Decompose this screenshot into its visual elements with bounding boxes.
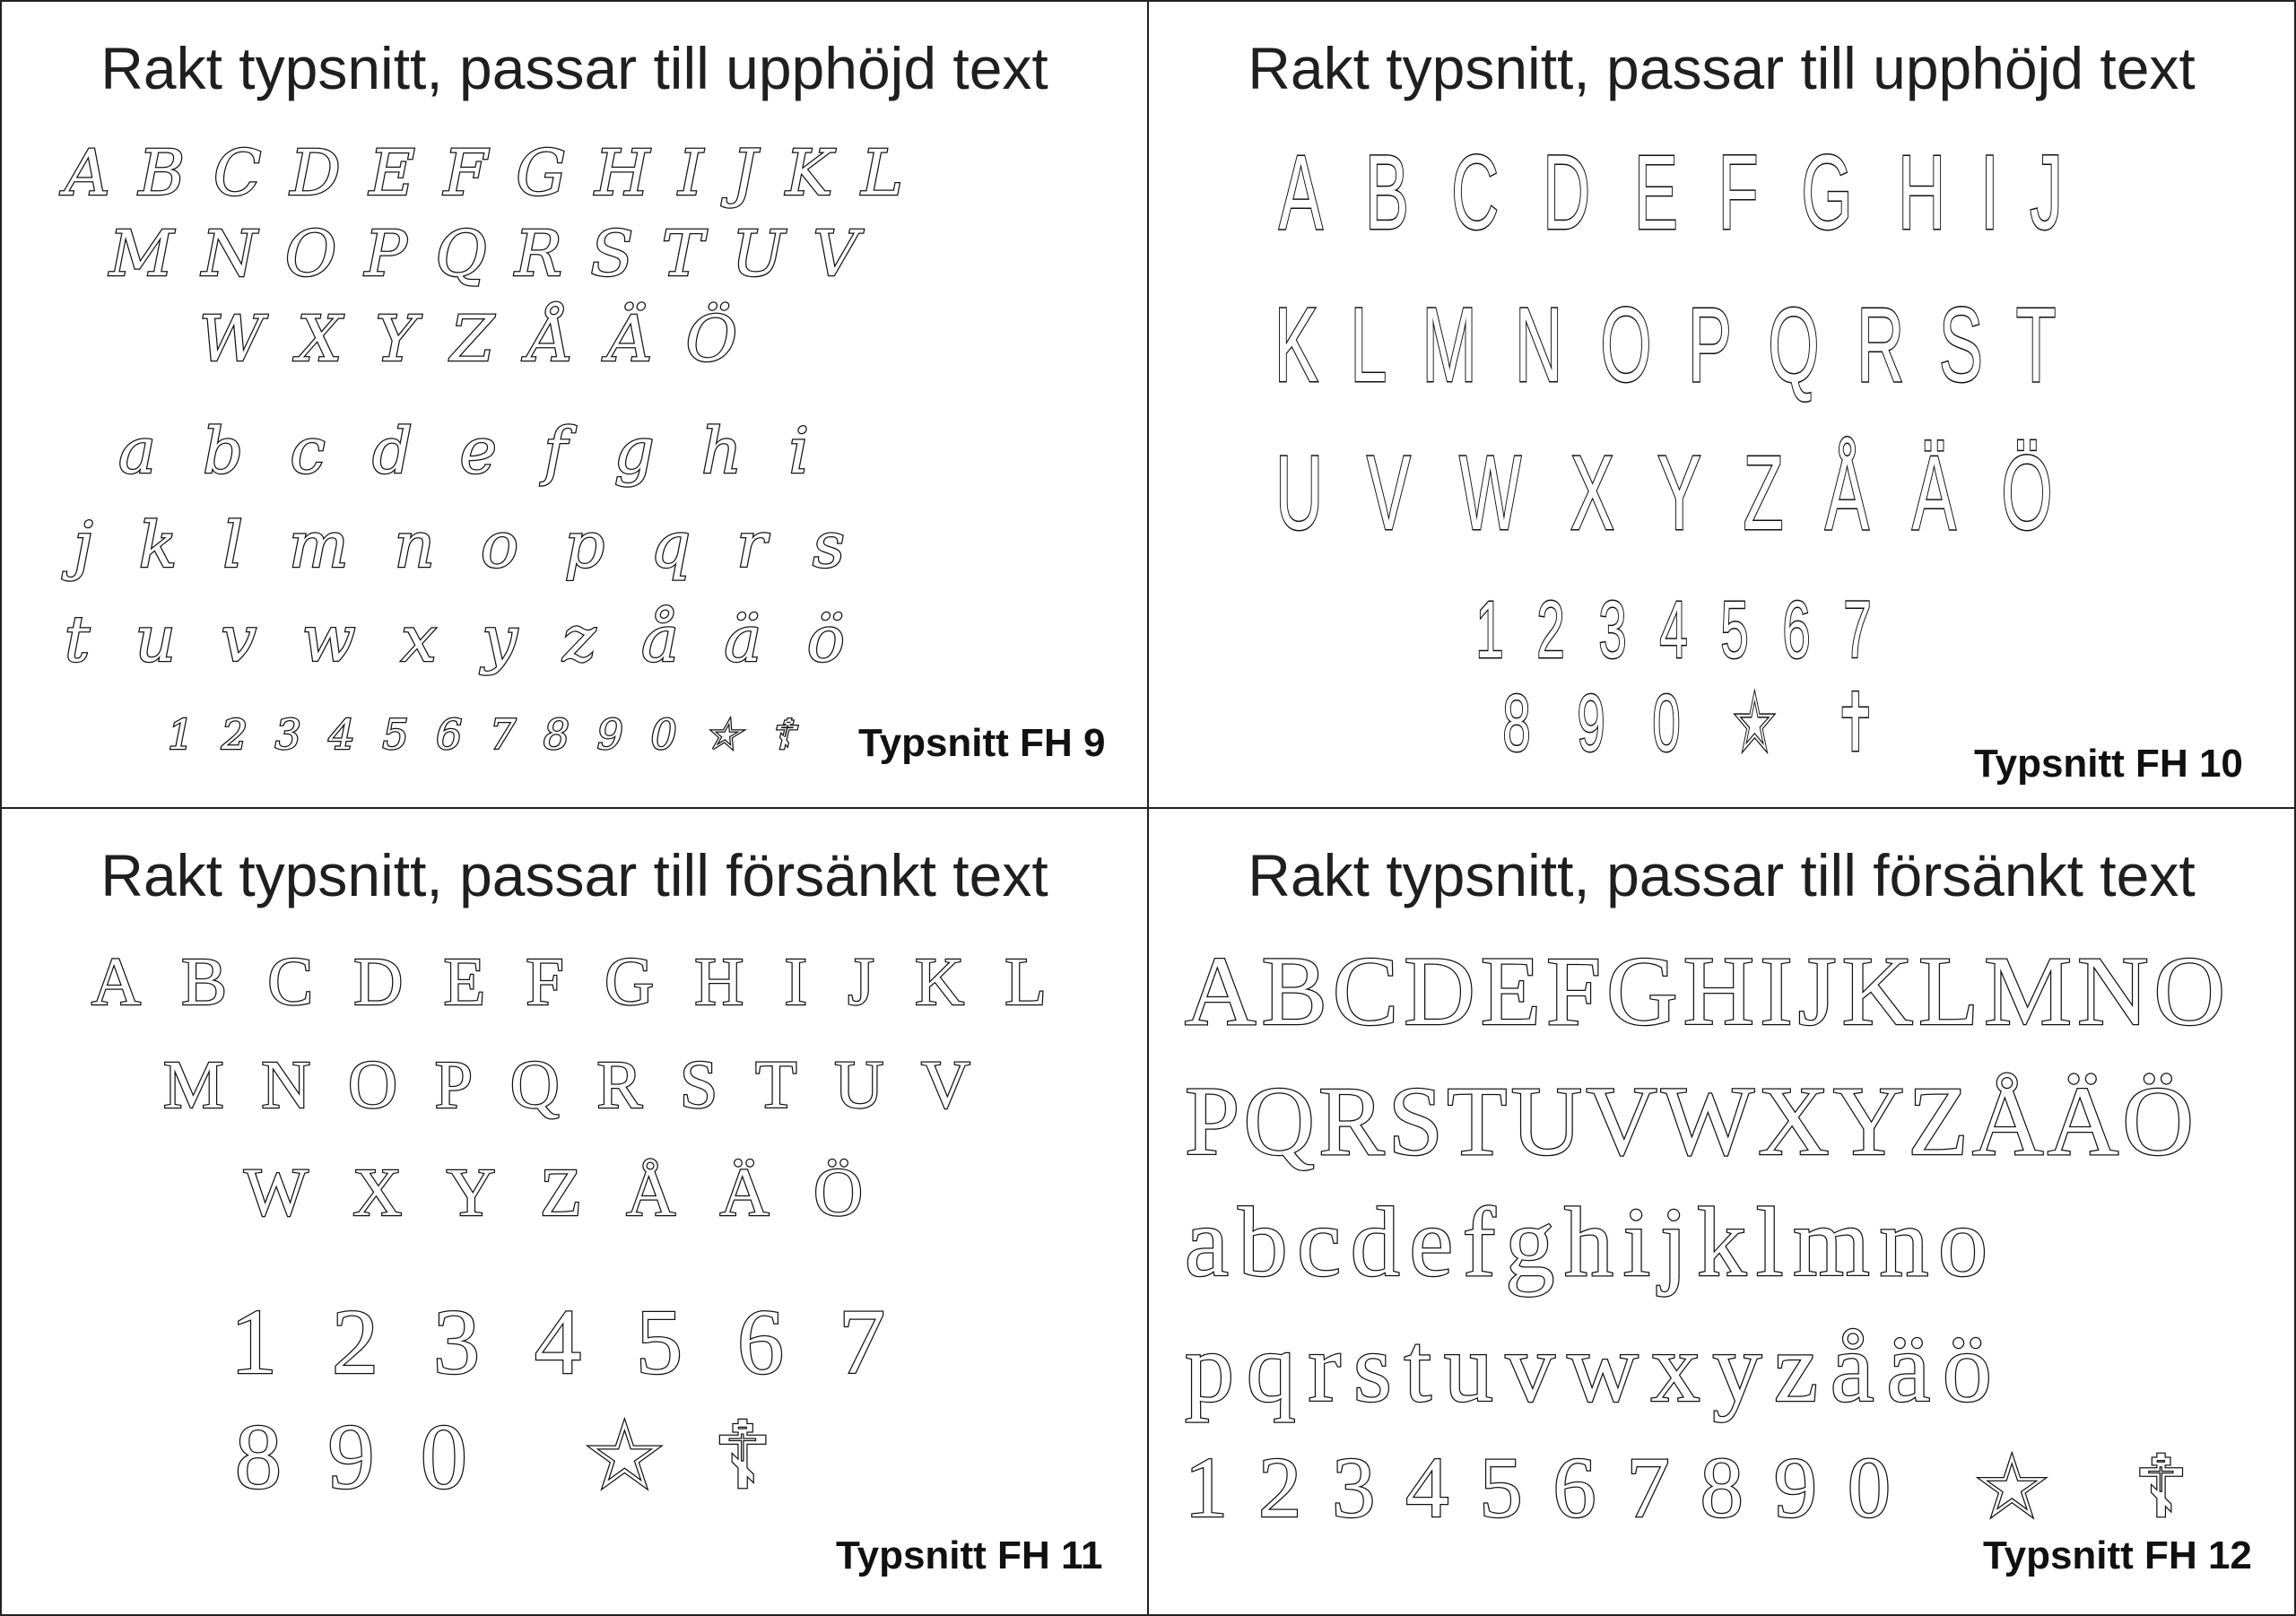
glyph: E (1633, 134, 1678, 252)
glyph: 1 (168, 710, 195, 759)
glyph: 3 (433, 1290, 480, 1394)
glyph: S (1938, 286, 1983, 404)
glyph: 4 (1405, 1439, 1449, 1535)
glyph: V (921, 1047, 970, 1123)
glyph: c (290, 414, 326, 488)
glyph: S (590, 217, 634, 291)
glyph: Q (1243, 1066, 1315, 1176)
glyph: M (1984, 936, 2073, 1046)
glyph: A (65, 136, 110, 210)
glyph: G (1606, 936, 1678, 1046)
glyph: U (834, 1047, 884, 1123)
font-label: Typsnitt FH 11 (836, 1533, 1103, 1577)
glyph: A (1278, 134, 1323, 252)
glyph: P (434, 1047, 474, 1123)
glyph: X (1570, 434, 1614, 552)
glyph: N (2077, 936, 2149, 1046)
glyph: ö (806, 603, 845, 676)
glyph: H (1898, 134, 1946, 252)
glyph: ☦ (769, 710, 796, 759)
glyph: D (353, 944, 404, 1020)
glyph: d (372, 414, 413, 488)
glyph: 3 (274, 710, 301, 759)
glyph: G (516, 136, 567, 210)
glyph: H (595, 136, 650, 210)
glyph: W (1459, 434, 1522, 552)
glyph: ö (1942, 1313, 1992, 1422)
glyph: w (301, 603, 356, 676)
glyph: 9 (327, 1405, 375, 1508)
font-label: Typsnitt FH 12 (1983, 1533, 2252, 1577)
glyph: x (1650, 1313, 1700, 1422)
glyph: r (736, 508, 767, 582)
glyph: b (1238, 1187, 1288, 1297)
glyph: Å (626, 1155, 676, 1230)
glyph: d (1350, 1187, 1400, 1297)
glyph: h (701, 414, 743, 488)
glyph: 3 (1598, 586, 1627, 675)
glyph: J (2030, 134, 2063, 252)
glyph: K (786, 136, 833, 210)
glyph: 1 (1185, 1439, 1228, 1535)
glyph: B (138, 136, 186, 210)
glyph: F (443, 136, 488, 210)
glyph-row (168, 710, 796, 759)
glyph: h (1563, 1187, 1613, 1297)
glyph: t (65, 603, 91, 676)
glyph: Ö (2001, 434, 2053, 552)
glyph: Q (435, 217, 487, 291)
glyph: Z (540, 1155, 582, 1230)
glyph: ä (1886, 1313, 1931, 1422)
glyph: W (244, 1155, 309, 1230)
glyph: r (1308, 1313, 1342, 1422)
glyph: 1 (1475, 586, 1504, 675)
glyph: ☆ (1973, 1439, 2051, 1535)
glyph: i (1622, 1187, 1651, 1297)
glyph-row (65, 603, 845, 676)
glyph: K (1274, 286, 1318, 404)
glyph: D (1404, 936, 1475, 1046)
glyph: L (1350, 286, 1387, 404)
glyph: T (755, 1047, 797, 1123)
glyph-row (1261, 284, 2068, 406)
glyph-row (163, 1047, 970, 1125)
glyph: R (596, 1047, 643, 1123)
glyph: ✝ (1833, 679, 1876, 769)
glyph: 8 (235, 1405, 282, 1508)
glyph: 7 (839, 1290, 885, 1394)
glyph: Y (1657, 434, 1701, 552)
glyph: I (1980, 134, 1999, 252)
glyph: ☆ (704, 710, 742, 759)
glyph: N (1515, 286, 1563, 404)
glyph: e (1409, 1187, 1454, 1297)
glyph: O (284, 217, 337, 291)
glyph-row (74, 508, 845, 582)
glyph: D (290, 136, 341, 210)
glyph: 0 (650, 710, 677, 759)
glyph-row (91, 943, 1047, 1021)
glyph-row (1185, 1064, 2194, 1178)
glyph: j (74, 508, 93, 582)
glyph: m (289, 508, 349, 582)
font-panel-fh10 (1148, 0, 2296, 808)
glyph: Ä (719, 1155, 770, 1230)
glyph: L (1004, 944, 1047, 1020)
glyph: A (91, 944, 141, 1020)
glyph: P (364, 217, 407, 291)
glyph: 6 (737, 1290, 784, 1394)
glyph: s (812, 508, 845, 582)
glyph: O (1600, 286, 1651, 404)
glyph: J (1797, 936, 1837, 1046)
glyph: 8 (1502, 679, 1531, 769)
glyph: v (1505, 1313, 1555, 1422)
panel-heading: Rakt typsnitt, passar till upphöjd text (1248, 35, 2196, 101)
glyph: ☦ (712, 1405, 773, 1508)
glyph: L (861, 136, 903, 210)
glyph: R (515, 217, 562, 291)
glyph: X (352, 1155, 403, 1230)
glyph: f (1462, 1187, 1496, 1297)
glyph: 4 (1659, 586, 1688, 675)
glyph: l (222, 508, 243, 582)
glyph (1921, 1438, 1943, 1537)
glyph: g (613, 414, 655, 488)
glyph: E (443, 944, 486, 1020)
glyph: q (1246, 1313, 1296, 1422)
glyph: c (1297, 1187, 1342, 1297)
glyph: V (813, 217, 858, 291)
glyph: D (1543, 134, 1591, 252)
glyph: G (1801, 134, 1853, 252)
glyph: R (1856, 286, 1904, 404)
glyph: x (401, 603, 437, 676)
glyph: u (135, 603, 176, 676)
font-panel-fh12 (1148, 808, 2296, 1616)
glyph (2081, 1438, 2102, 1537)
glyph: I (678, 136, 704, 210)
glyph: U (731, 217, 785, 291)
glyph: i (788, 414, 809, 488)
glyph: H (694, 944, 744, 1020)
glyph: M (163, 1047, 224, 1123)
glyph: 6 (1782, 586, 1811, 675)
glyph: 0 (420, 1405, 467, 1508)
glyph: G (604, 944, 654, 1020)
glyph: n (1879, 1187, 1929, 1297)
glyph: O (348, 1047, 397, 1123)
glyph: t (1404, 1313, 1432, 1422)
glyph: V (1367, 434, 1412, 552)
glyph: z (562, 603, 596, 676)
glyph: 5 (636, 1290, 683, 1394)
glyph: p (1185, 1313, 1234, 1422)
glyph: Z (450, 302, 495, 376)
glyph: å (641, 603, 679, 676)
glyph: B (1364, 134, 1409, 252)
glyph: F (1718, 134, 1759, 252)
glyph: S (680, 1047, 718, 1123)
glyph: F (1545, 936, 1602, 1046)
glyph: e (459, 414, 497, 488)
glyph: W (199, 302, 264, 376)
glyph: H (1683, 936, 1755, 1046)
glyph: f (544, 414, 568, 488)
glyph: M (1422, 286, 1477, 404)
glyph: I (784, 944, 807, 1020)
glyph: T (1447, 1066, 1508, 1176)
glyph: a (1185, 1187, 1229, 1297)
glyph-row (1261, 432, 2068, 554)
glyph: j (1659, 1187, 1688, 1297)
glyph: Z (1743, 434, 1784, 552)
glyph: 3 (1332, 1439, 1376, 1535)
glyph: v (221, 603, 257, 676)
glyph: 4 (535, 1290, 581, 1394)
font-label: Typsnitt FH 10 (1974, 742, 2243, 786)
glyph-row (109, 217, 858, 291)
glyph: U (1275, 434, 1324, 552)
glyph: q (650, 508, 691, 582)
glyph: K (1841, 936, 1914, 1046)
glyph-row (1185, 934, 2225, 1048)
glyph: 0 (1652, 679, 1681, 769)
glyph: X (297, 302, 343, 376)
glyph: z (1774, 1313, 1818, 1422)
glyph: C (213, 136, 262, 210)
glyph: 7 (1626, 1439, 1670, 1535)
glyph: 8 (1700, 1439, 1744, 1535)
glyph-row (199, 302, 737, 376)
glyph: V (1586, 1066, 1657, 1176)
glyph: 5 (1479, 1439, 1523, 1535)
glyph: b (203, 414, 244, 488)
glyph: E (1480, 936, 1541, 1046)
glyph-row (235, 1401, 773, 1510)
glyph: å (1830, 1313, 1874, 1422)
glyph: 5 (382, 710, 409, 759)
panel-heading: Rakt typsnitt, passar till upphöjd text (100, 35, 1048, 101)
glyph: l (1755, 1187, 1784, 1297)
glyph: Ä (1912, 434, 1956, 552)
glyph: J (732, 136, 758, 210)
glyph: 8 (543, 710, 570, 759)
glyph-row (244, 1154, 863, 1232)
panel-heading: Rakt typsnitt, passar till försänkt text (1248, 842, 2196, 908)
glyph: k (138, 508, 178, 582)
glyph: 9 (596, 710, 623, 759)
glyph: Y (446, 1155, 496, 1230)
glyph: A (1185, 936, 1257, 1046)
glyph: U (1510, 1066, 1583, 1176)
glyph: L (1918, 936, 1979, 1046)
glyph: C (267, 944, 314, 1020)
glyph: R (1318, 1066, 1385, 1176)
glyph: n (394, 508, 435, 582)
glyph-row (1467, 585, 1880, 677)
glyph: ☆ (582, 1405, 666, 1508)
glyph: ä (724, 603, 762, 676)
glyph: E (369, 136, 415, 210)
glyph: B (181, 944, 227, 1020)
glyph: Å (527, 302, 574, 376)
glyph: 2 (1258, 1439, 1302, 1535)
glyph: F (526, 944, 564, 1020)
glyph: s (1352, 1313, 1392, 1422)
font-panel-fh9 (0, 0, 1148, 808)
glyph: K (915, 944, 965, 1020)
glyph: 2 (1536, 586, 1565, 675)
font-panel-fh11 (0, 808, 1148, 1616)
glyph: Ä (606, 302, 653, 376)
glyph: Q (1767, 286, 1819, 404)
glyph: y (1712, 1313, 1762, 1422)
glyph-row (1185, 1437, 2189, 1537)
glyph: 1 (230, 1290, 277, 1394)
glyph (513, 1403, 536, 1510)
glyph: Ö (813, 1155, 863, 1230)
glyph: 9 (1773, 1439, 1817, 1535)
glyph: 6 (436, 710, 463, 759)
glyph: C (1332, 936, 1399, 1046)
glyph: u (1443, 1313, 1493, 1422)
glyph: k (1697, 1187, 1747, 1297)
glyph: X (1758, 1066, 1830, 1176)
glyph: y (482, 603, 517, 676)
glyph: 6 (1552, 1439, 1596, 1535)
glyph-row (65, 136, 903, 210)
glyph: Ö (685, 302, 737, 376)
glyph: 2 (221, 710, 248, 759)
glyph: S (1387, 1066, 1443, 1176)
glyph: W (1661, 1066, 1754, 1176)
glyph: T (2015, 286, 2057, 404)
glyph-row (1265, 132, 2073, 254)
glyph: N (261, 1047, 311, 1123)
glyph: 0 (1847, 1439, 1891, 1535)
glyph: T (661, 217, 704, 291)
glyph: J (848, 944, 874, 1020)
glyph-row (1494, 676, 1889, 770)
glyph: o (1938, 1187, 1987, 1297)
glyph: Å (1972, 1066, 2044, 1176)
glyph: P (1185, 1066, 1240, 1176)
glyph: a (118, 414, 156, 488)
glyph: p (564, 508, 605, 582)
glyph: Y (1832, 1066, 1905, 1176)
panel-heading: Rakt typsnitt, passar till försänkt text (100, 842, 1048, 908)
glyph: 5 (1720, 586, 1749, 675)
glyph: w (1567, 1313, 1639, 1422)
glyph: ☆ (1732, 679, 1778, 769)
glyph: Ä (2047, 1066, 2119, 1176)
glyph: Z (1908, 1066, 1969, 1176)
glyph: M (109, 217, 174, 291)
glyph: I (1760, 936, 1793, 1046)
glyph: Q (509, 1047, 560, 1123)
glyph-row (230, 1289, 885, 1395)
glyph: 2 (332, 1290, 378, 1394)
glyph: o (480, 508, 519, 582)
glyph: 7 (1843, 586, 1872, 675)
glyph: O (2153, 936, 2225, 1046)
glyph: 7 (489, 710, 517, 759)
glyph: g (1505, 1187, 1555, 1297)
glyph: m (1793, 1187, 1870, 1297)
glyph: P (1687, 286, 1732, 404)
glyph: C (1451, 134, 1500, 252)
glyph: ☦ (2133, 1439, 2189, 1535)
glyph: N (202, 217, 257, 291)
glyph: Ö (2122, 1066, 2194, 1176)
glyph-row (118, 414, 809, 488)
glyph-row (1185, 1186, 1987, 1299)
glyph: B (1261, 936, 1327, 1046)
glyph: 9 (1577, 679, 1606, 769)
glyph-row (1185, 1311, 1992, 1425)
glyph: Y (375, 302, 417, 376)
font-label: Typsnitt FH 9 (858, 721, 1106, 765)
glyph: Å (1825, 434, 1870, 552)
glyph: 4 (328, 710, 355, 759)
